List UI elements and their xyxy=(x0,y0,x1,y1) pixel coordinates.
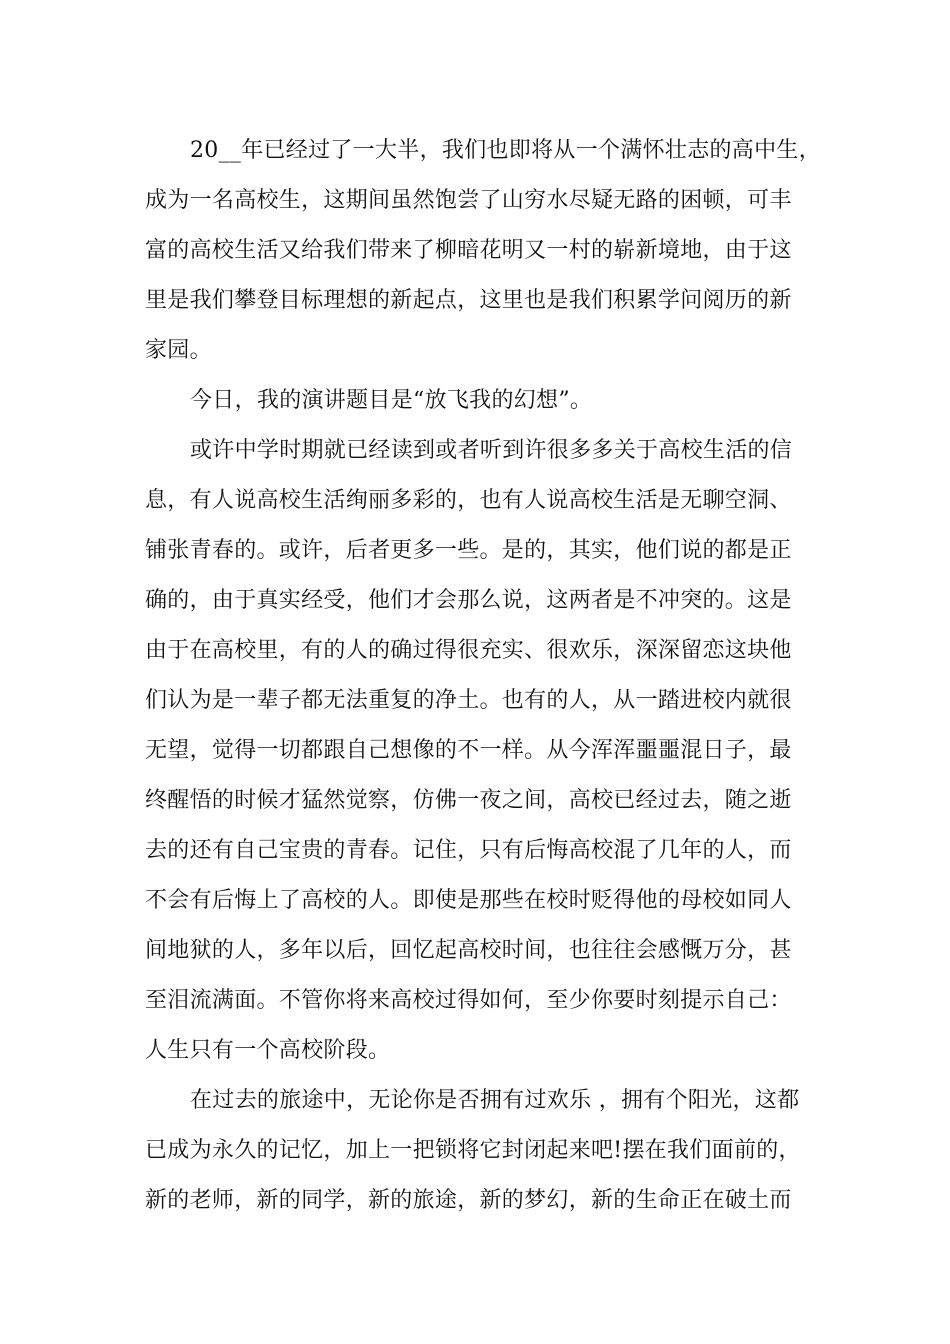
text-line: 确的，由于真实经受，他们才会那么说，这两者是不冲突的。这是 xyxy=(145,588,792,613)
text-line: 今日，我的演讲题目是“放飞我的幻想”。 xyxy=(190,388,593,413)
document-body xyxy=(145,126,821,1226)
text-line: 里是我们攀登目标理想的新起点，这里也是我们积累学问阅历的新 xyxy=(145,288,792,313)
text-line: 终醒悟的时候才猛然觉察，仿佛一夜之间，高校已经过去，随之逝 xyxy=(145,788,792,813)
text-line: 至泪流满面。不管你将来高校过得如何，至少你要时刻提示自己： xyxy=(145,988,792,1013)
text-line: 已成为永久的记忆，加上一把锁将它封闭起来吧!摆在我们面前的， xyxy=(145,1138,801,1163)
text-line: 不会有后悔上了高校的人。即使是那些在校时贬得他的母校如同人 xyxy=(145,888,792,913)
text-line: 由于在高校里，有的人的确过得很充实、很欢乐，深深留恋这块他 xyxy=(145,638,792,663)
paragraph-3 xyxy=(145,426,809,1076)
text-line: 家园。 xyxy=(145,338,212,363)
text-line: 20__年已经过了一大半，我们也即将从一个满怀壮志的高中生， xyxy=(190,138,821,163)
text-line: 无望，觉得一切都跟自己想像的不一样。从今浑浑噩噩混日子，最 xyxy=(145,738,792,763)
text-line: 或许中学时期就已经读到或者听到许很多多关于高校生活的信 xyxy=(190,438,793,463)
text-line: 息，有人说高校生活绚丽多彩的，也有人说高校生活是无聊空洞、 xyxy=(145,488,792,513)
paragraph-1 xyxy=(145,126,821,376)
text-line: 们认为是一辈子都无法重复的净土。也有的人，从一踏进校内就很 xyxy=(145,688,792,713)
text-line: 铺张青春的。或许，后者更多一些。是的，其实，他们说的都是正 xyxy=(145,538,792,563)
text-line: 富的高校生活又给我们带来了柳暗花明又一村的崭新境地，由于这 xyxy=(145,238,792,263)
text-line: 人生只有一个高校阶段。 xyxy=(145,1038,391,1063)
text-line: 间地狱的人，多年以后，回忆起高校时间，也往往会感慨万分，甚 xyxy=(145,938,792,963)
text-line: 新的老师，新的同学，新的旅途，新的梦幻，新的生命正在破土而 xyxy=(145,1188,792,1213)
text-line: 在过去的旅途中，无论你是否拥有过欢乐 ，拥有个阳光，这都 xyxy=(190,1088,800,1113)
paragraph-2 xyxy=(145,376,809,426)
paragraph-4 xyxy=(145,1076,809,1226)
text-line: 成为一名高校生，这期间虽然饱尝了山穷水尽疑无路的困顿，可丰 xyxy=(145,188,792,213)
text-line: 去的还有自己宝贵的青春。记住，只有后悔高校混了几年的人，而 xyxy=(145,838,792,863)
